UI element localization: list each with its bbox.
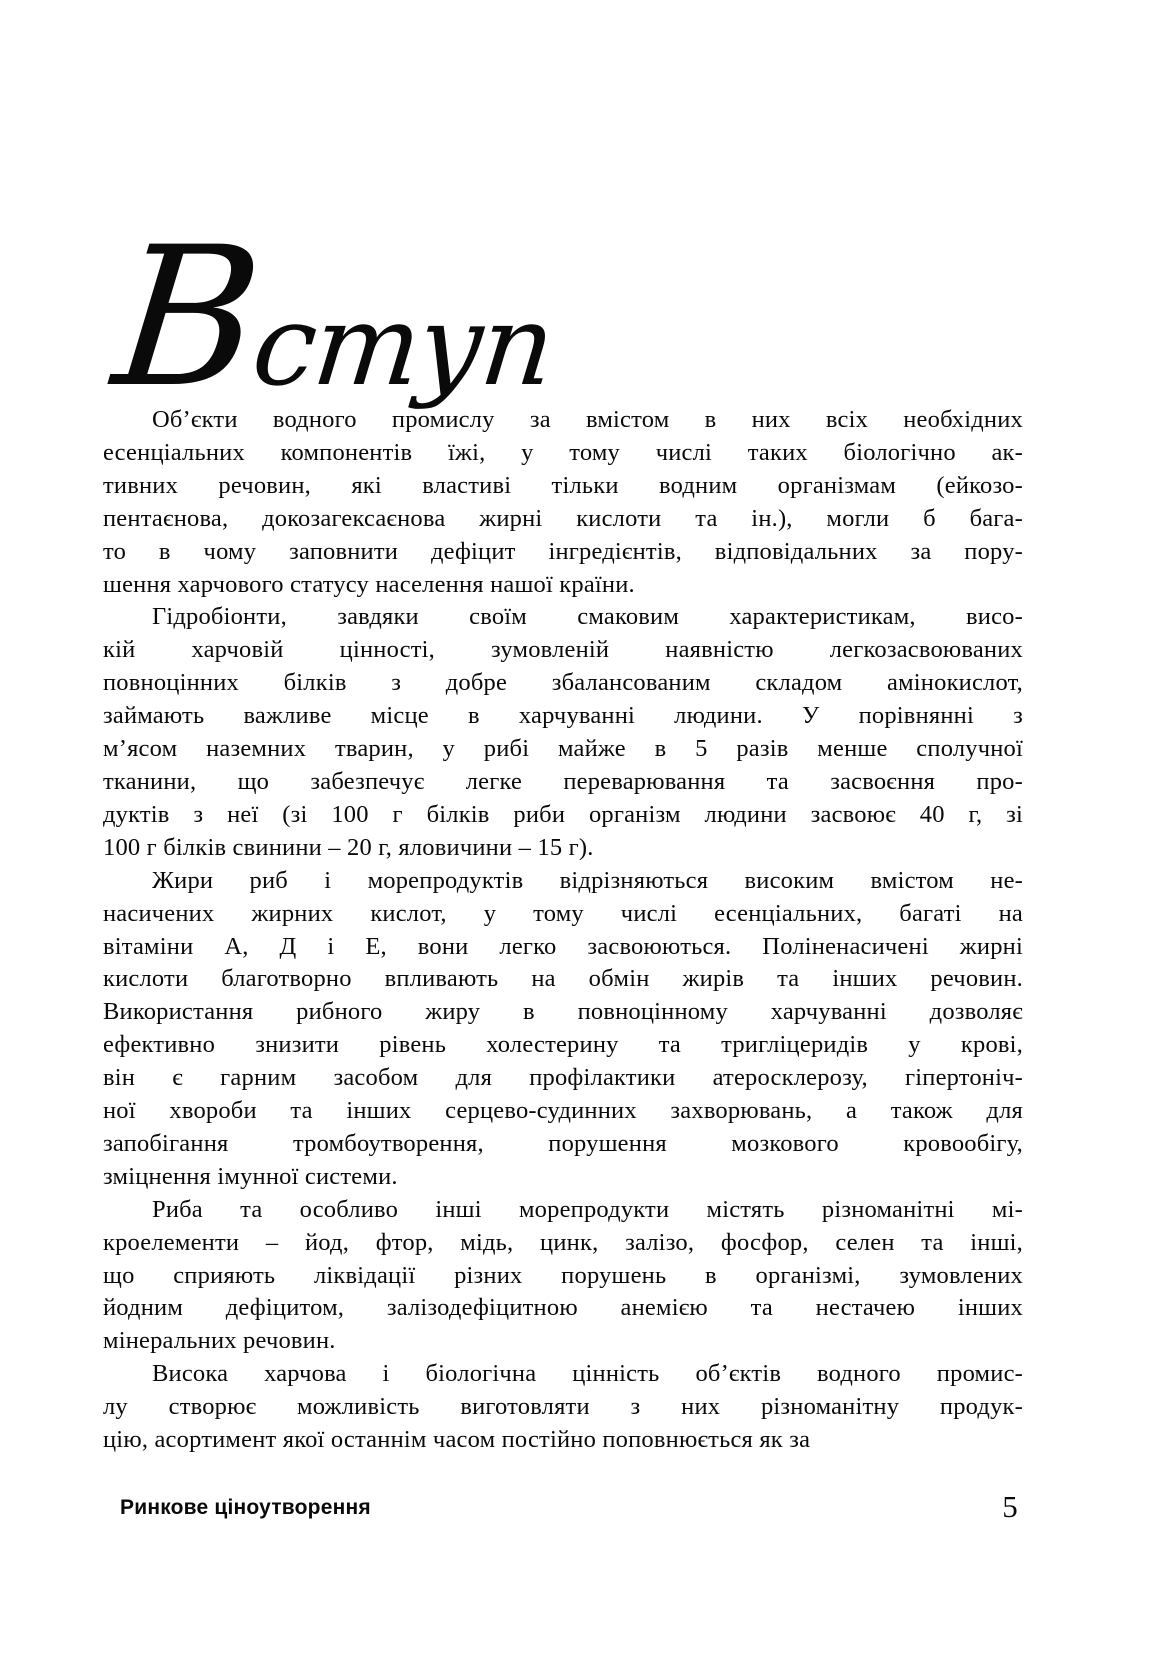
text-line: цію, асортимент якої останнім часом постійно поповнюється як за [103,1426,811,1454]
text-line: кій харчовій цінності, зумовленій наявністю легкозасвоюваних [103,636,1023,664]
body-text [103,404,1023,1457]
text-line: що сприяють ліквідації різних порушень в організмі, зумовлених [103,1261,1023,1289]
paragraph [103,1194,1023,1359]
text-line: кислоти благотворно впливають на обмін жирів та інших речовин. [103,965,1023,993]
text-line: повноцінних білків з добре збалансованим складом амінокислот, [103,669,1023,697]
text-line: дуктів з неї (зі 100 г білків риби організм людини засвоює 40 г, зі [103,800,1023,828]
text-line: вітаміни А, Д і Е, вони легко засвоюються. Поліненасичені жирні [103,932,1023,960]
text-line: тканини, що забезпечує легке переварювання та засвоєння про- [103,767,1023,795]
text-line: ної хвороби та інших серцево-судинних захворювань, а також для [103,1097,1023,1125]
page-number: 5 [1002,1489,1018,1524]
text-line: то в чому заповнити дефіцит інгредієнтів, відповідальних за пору- [103,537,1023,565]
text-line: запобігання тромбоутворення, порушення мозкового кровообігу, [103,1129,1023,1157]
paragraph [103,865,1023,1194]
paragraph [103,601,1023,864]
text-line: йодним дефіцитом, залізодефіцитною анемією та нестачею інших [103,1294,1023,1322]
text-line: насичених жирних кислот, у тому числі есенціальних, багаті на [103,899,1023,927]
text-line: займають важливе місце в харчуванні людини. У порівнянні з [103,702,1023,730]
text-line: Висока харчова і біологічна цінність об’єктів водного промис- [152,1360,1023,1388]
text-line: 100 г білків свинини – 20 г, яловичини – 15 г). [103,833,594,861]
text-line: Об’єкти водного промислу за вмістом в них всіх необхідних [152,406,1023,433]
text-line: шення харчового статусу населення нашої країни. [103,570,635,598]
text-line: Гідробіонти, завдяки своїм смаковим характеристикам, висо- [152,603,1023,631]
text-line: Використання рибного жиру в повноцінному харчуванні дозволяє [103,998,1023,1026]
chapter-title: Вступ [105,206,559,431]
text-line: Риба та особливо інші морепродукти містять різноманітні мі- [152,1195,1023,1223]
paragraph [103,1358,1023,1457]
text-line: пентаєнова, докозагексаєнова жирні кислоти та ін.), могли б бага- [103,504,1023,532]
text-line: м’ясом наземних тварин, у рибі майже в 5 разів менше сполучної [103,735,1023,763]
text-line: зміцнення імунної системи. [103,1162,398,1190]
text-line: лу створює можливість виготовляти з них різноманітну продук- [103,1393,1023,1421]
text-line: Жири риб і морепродуктів відрізняються високим вмістом не- [152,866,1023,894]
text-line: ефективно знизити рівень холестерину та тригліцеридів у крові, [103,1031,1023,1059]
text-line: есенціальних компонентів їжі, у тому числі таких біологічно ак- [103,438,1023,466]
text-line: кроелементи – йод, фтор, мідь, цинк, залізо, фосфор, селен та інші, [103,1228,1023,1256]
paragraph [103,404,1023,601]
text-line: він є гарним засобом для профілактики атеросклерозу, гіпертоніч- [103,1064,1023,1092]
text-line: тивних речовин, які властиві тільки водним організмам (ейкозо- [103,471,1023,499]
footer-book-title: Ринкове ціноутворення [120,1496,371,1519]
text-line: мінеральних речовин. [103,1327,336,1355]
